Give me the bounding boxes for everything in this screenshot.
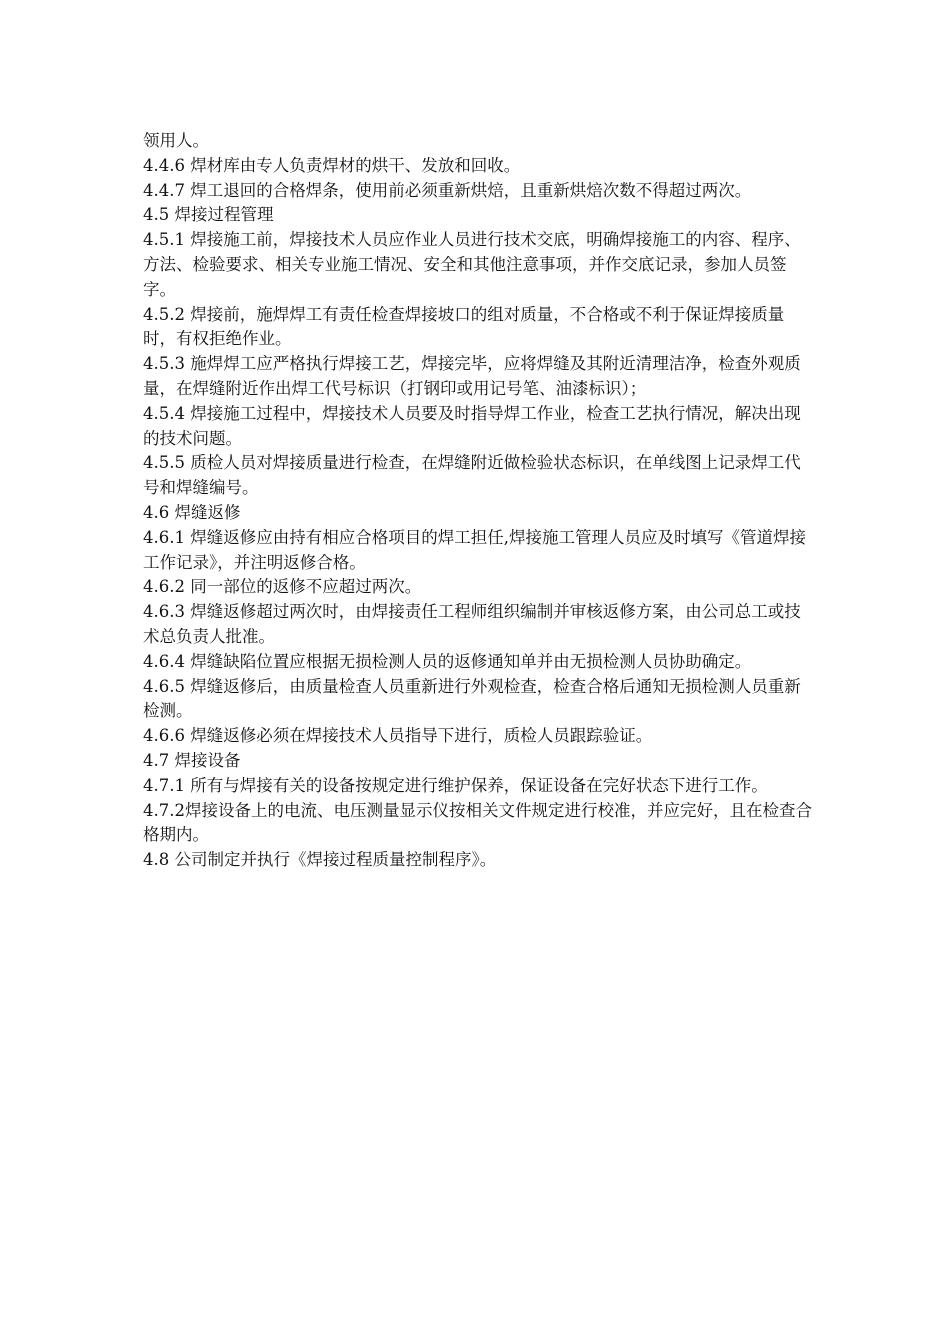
paragraph: 4.4.7 焊工退回的合格焊条，使用前必须重新烘焙，且重新烘焙次数不得超过两次。 (143, 180, 752, 200)
section-heading: 4.5 焊接过程管理 (143, 205, 274, 225)
paragraph: 领用人。 (143, 131, 209, 150)
document-body (143, 129, 813, 873)
paragraph: 4.5.2 焊接前，施焊焊工有责任检查焊接坡口的组对质量，不合格或不利于保证焊接质量时，有权拒绝作业。 (143, 304, 785, 349)
paragraph: 4.6.1 焊缝返修应由持有相应合格项目的焊工担任,焊接施工管理人员应及时填写《管道焊接工作记录》，并注明返修合格。 (143, 527, 806, 572)
paragraph: 4.6.4 焊缝缺陷位置应根据无损检测人员的返修通知单并由无损检测人员协助确定。 (143, 651, 752, 671)
paragraph: 4.7.1 所有与焊接有关的设备按规定进行维护保养，保证设备在完好状态下进行工作。 (143, 775, 768, 795)
paragraph: 4.4.6 焊材库由专人负责焊材的烘干、发放和回收。 (143, 155, 521, 175)
section-heading: 4.8 公司制定并执行《焊接过程质量控制程序》。 (143, 850, 497, 870)
paragraph: 4.6.2 同一部位的返修不应超过两次。 (143, 577, 422, 597)
paragraph: 4.6.5 焊缝返修后，由质量检查人员重新进行外观检查，检查合格后通知无损检测人员重新检测。 (143, 676, 801, 721)
paragraph: 4.7.2焊接设备上的电流、电压测量显示仪按相关文件规定进行校准，并应完好，且在检查合格期内。 (143, 800, 812, 845)
paragraph: 4.6.6 焊缝返修必须在焊接技术人员指导下进行，质检人员跟踪验证。 (143, 726, 653, 746)
section-heading: 4.6 焊缝返修 (143, 502, 241, 522)
paragraph: 4.5.3 施焊焊工应严格执行焊接工艺，焊接完毕，应将焊缝及其附近清理洁净，检查外观质量，在焊缝附近作出焊工代号标识（打钢印或用记号笔、油漆标识）； (143, 354, 801, 398)
section-heading: 4.7 焊接设备 (143, 750, 241, 770)
paragraph: 4.5.4 焊接施工过程中，焊接技术人员要及时指导焊工作业，检查工艺执行情况，解决出现的技术问题。 (143, 403, 801, 448)
paragraph: 4.5.5 质检人员对焊接质量进行检查，在焊缝附近做检验状态标识，在单线图上记录焊工代号和焊缝编号。 (143, 453, 801, 498)
paragraph: 4.6.3 焊缝返修超过两次时，由焊接责任工程师组织编制并审核返修方案，由公司总工或技术总负责人批准。 (143, 602, 801, 646)
paragraph: 4.5.1 焊接施工前，焊接技术人员应作业人员进行技术交底，明确焊接施工的内容、程序、方法、检验要求、相关专业施工情况、安全和其他注意事项，并作交底记录，参加人员签字。 (143, 230, 801, 299)
